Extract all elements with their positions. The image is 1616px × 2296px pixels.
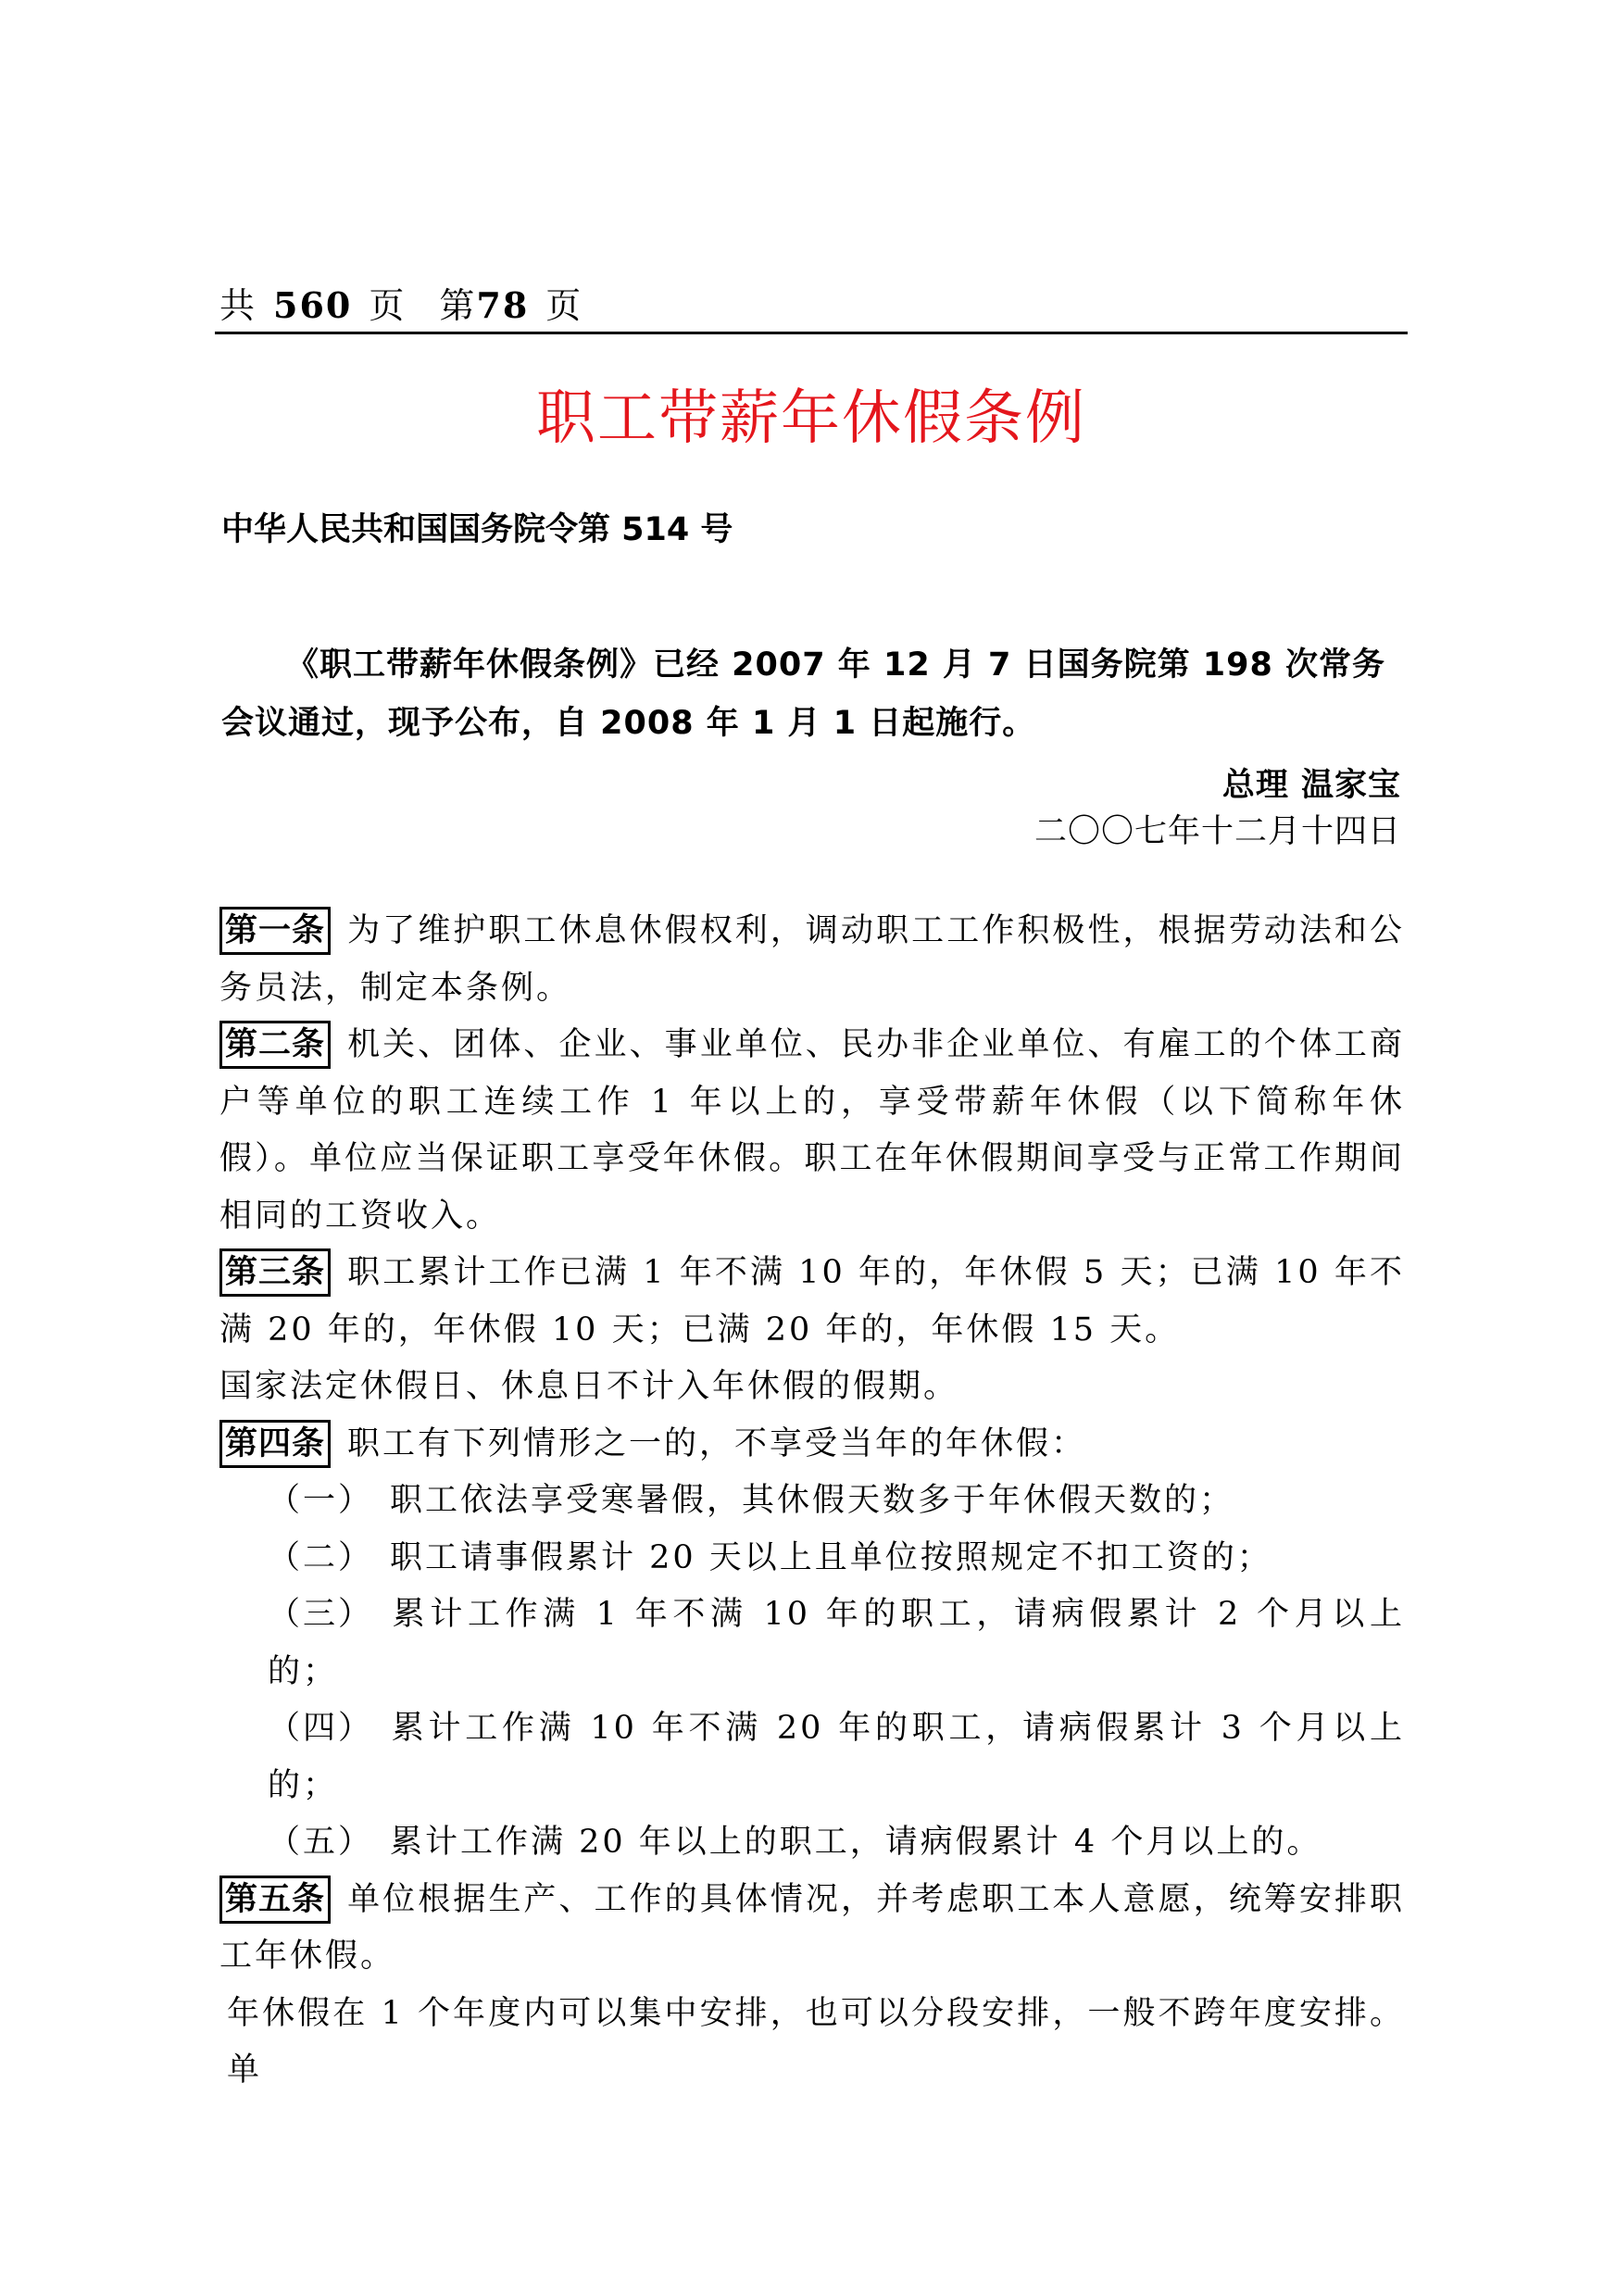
- articles-body: [219, 903, 1405, 2100]
- article-text: 单位根据生产、工作的具体情况，并考虑职工本人意愿，统筹安排职工年休假。: [219, 1880, 1405, 1975]
- item-text: 职工依法享受寒暑假，其休假天数多于年休假天数的；: [390, 1482, 1235, 1519]
- signature-date: 二〇〇七年十二月十四日: [1033, 813, 1401, 850]
- item-text: 累计工作满 1 年不满 10 年的职工，请病假累计 2 个月以上的；: [268, 1596, 1405, 1690]
- item-number: （一）: [268, 1482, 374, 1519]
- page-unit: 页: [369, 285, 407, 326]
- item-text: 累计工作满 20 年以上的职工，请病假累计 4 个月以上的。: [390, 1824, 1322, 1861]
- header-rule: [215, 332, 1408, 334]
- article-4: [219, 1416, 1405, 1474]
- signer: 总理 温家宝: [1221, 767, 1401, 804]
- article-label: 第三条: [219, 1248, 331, 1297]
- list-item: [219, 1530, 1405, 1587]
- article-label: 第一条: [219, 907, 331, 955]
- current-page: 78: [476, 284, 530, 326]
- current-prefix: 第: [439, 285, 477, 326]
- article-label: 第五条: [219, 1876, 331, 1924]
- article-text: 为了维护职工休息休假权利，调动职工工作积极性，根据劳动法和公务员法，制定本条例。: [219, 912, 1405, 1007]
- current-unit: 页: [545, 285, 583, 326]
- document-title: 职工带薪年休假条例: [536, 384, 1086, 453]
- total-pages: 560: [273, 284, 353, 326]
- article-text: 机关、团体、企业、事业单位、民办非企业单位、有雇工的个体工商户等单位的职工连续工作 1 年以上的，享受带薪年休假（以下简称年休假）。单位应当保证职工享受年休假。职工在年休假期间享受与正常工作期间相同的工资收入。: [219, 1026, 1405, 1235]
- item-number: （三）: [268, 1596, 374, 1633]
- article-label: 第四条: [219, 1420, 331, 1468]
- article-label: 第二条: [219, 1021, 331, 1069]
- list-item: [219, 1814, 1405, 1872]
- decree-number: 中华人民共和国国务院令第 514 号: [221, 511, 733, 548]
- article-3: [219, 1245, 1405, 1359]
- item-number: （二）: [268, 1538, 374, 1576]
- list-item: [219, 1473, 1405, 1530]
- page-header: [219, 280, 1405, 332]
- list-item: [219, 1587, 1405, 1700]
- intro-paragraph: 《职工带薪年休假条例》已经 2007 年 12 月 7 日国务院第 198 次常务会议通过，现予公布，自 2008 年 1 月 1 日起施行。: [221, 646, 1386, 742]
- article-text: 职工累计工作已满 1 年不满 10 年的，年休假 5 天；已满 10 年不满 20 年的，年休假 10 天；已满 20 年的，年休假 15 天。: [219, 1254, 1405, 1349]
- item-text: 职工请事假累计 20 天以上且单位按照规定不扣工资的；: [390, 1538, 1272, 1576]
- article-5: [219, 1872, 1405, 1986]
- article-3-extra: 国家法定休假日、休息日不计入年休假的假期。: [219, 1368, 959, 1405]
- article-2: [219, 1017, 1405, 1245]
- article-text: 职工有下列情形之一的，不享受当年的年休假：: [347, 1424, 1087, 1462]
- total-prefix: 共: [219, 285, 257, 326]
- item-number: （四）: [268, 1710, 374, 1747]
- article-5-extra: 年休假在 1 个年度内可以集中安排，也可以分段安排，一般不跨年度安排。单: [227, 1994, 1405, 2089]
- item-number: （五）: [268, 1824, 374, 1861]
- article-1: [219, 903, 1405, 1017]
- item-text: 累计工作满 10 年不满 20 年的职工，请病假累计 3 个月以上的；: [268, 1710, 1405, 1804]
- list-item: [219, 1700, 1405, 1814]
